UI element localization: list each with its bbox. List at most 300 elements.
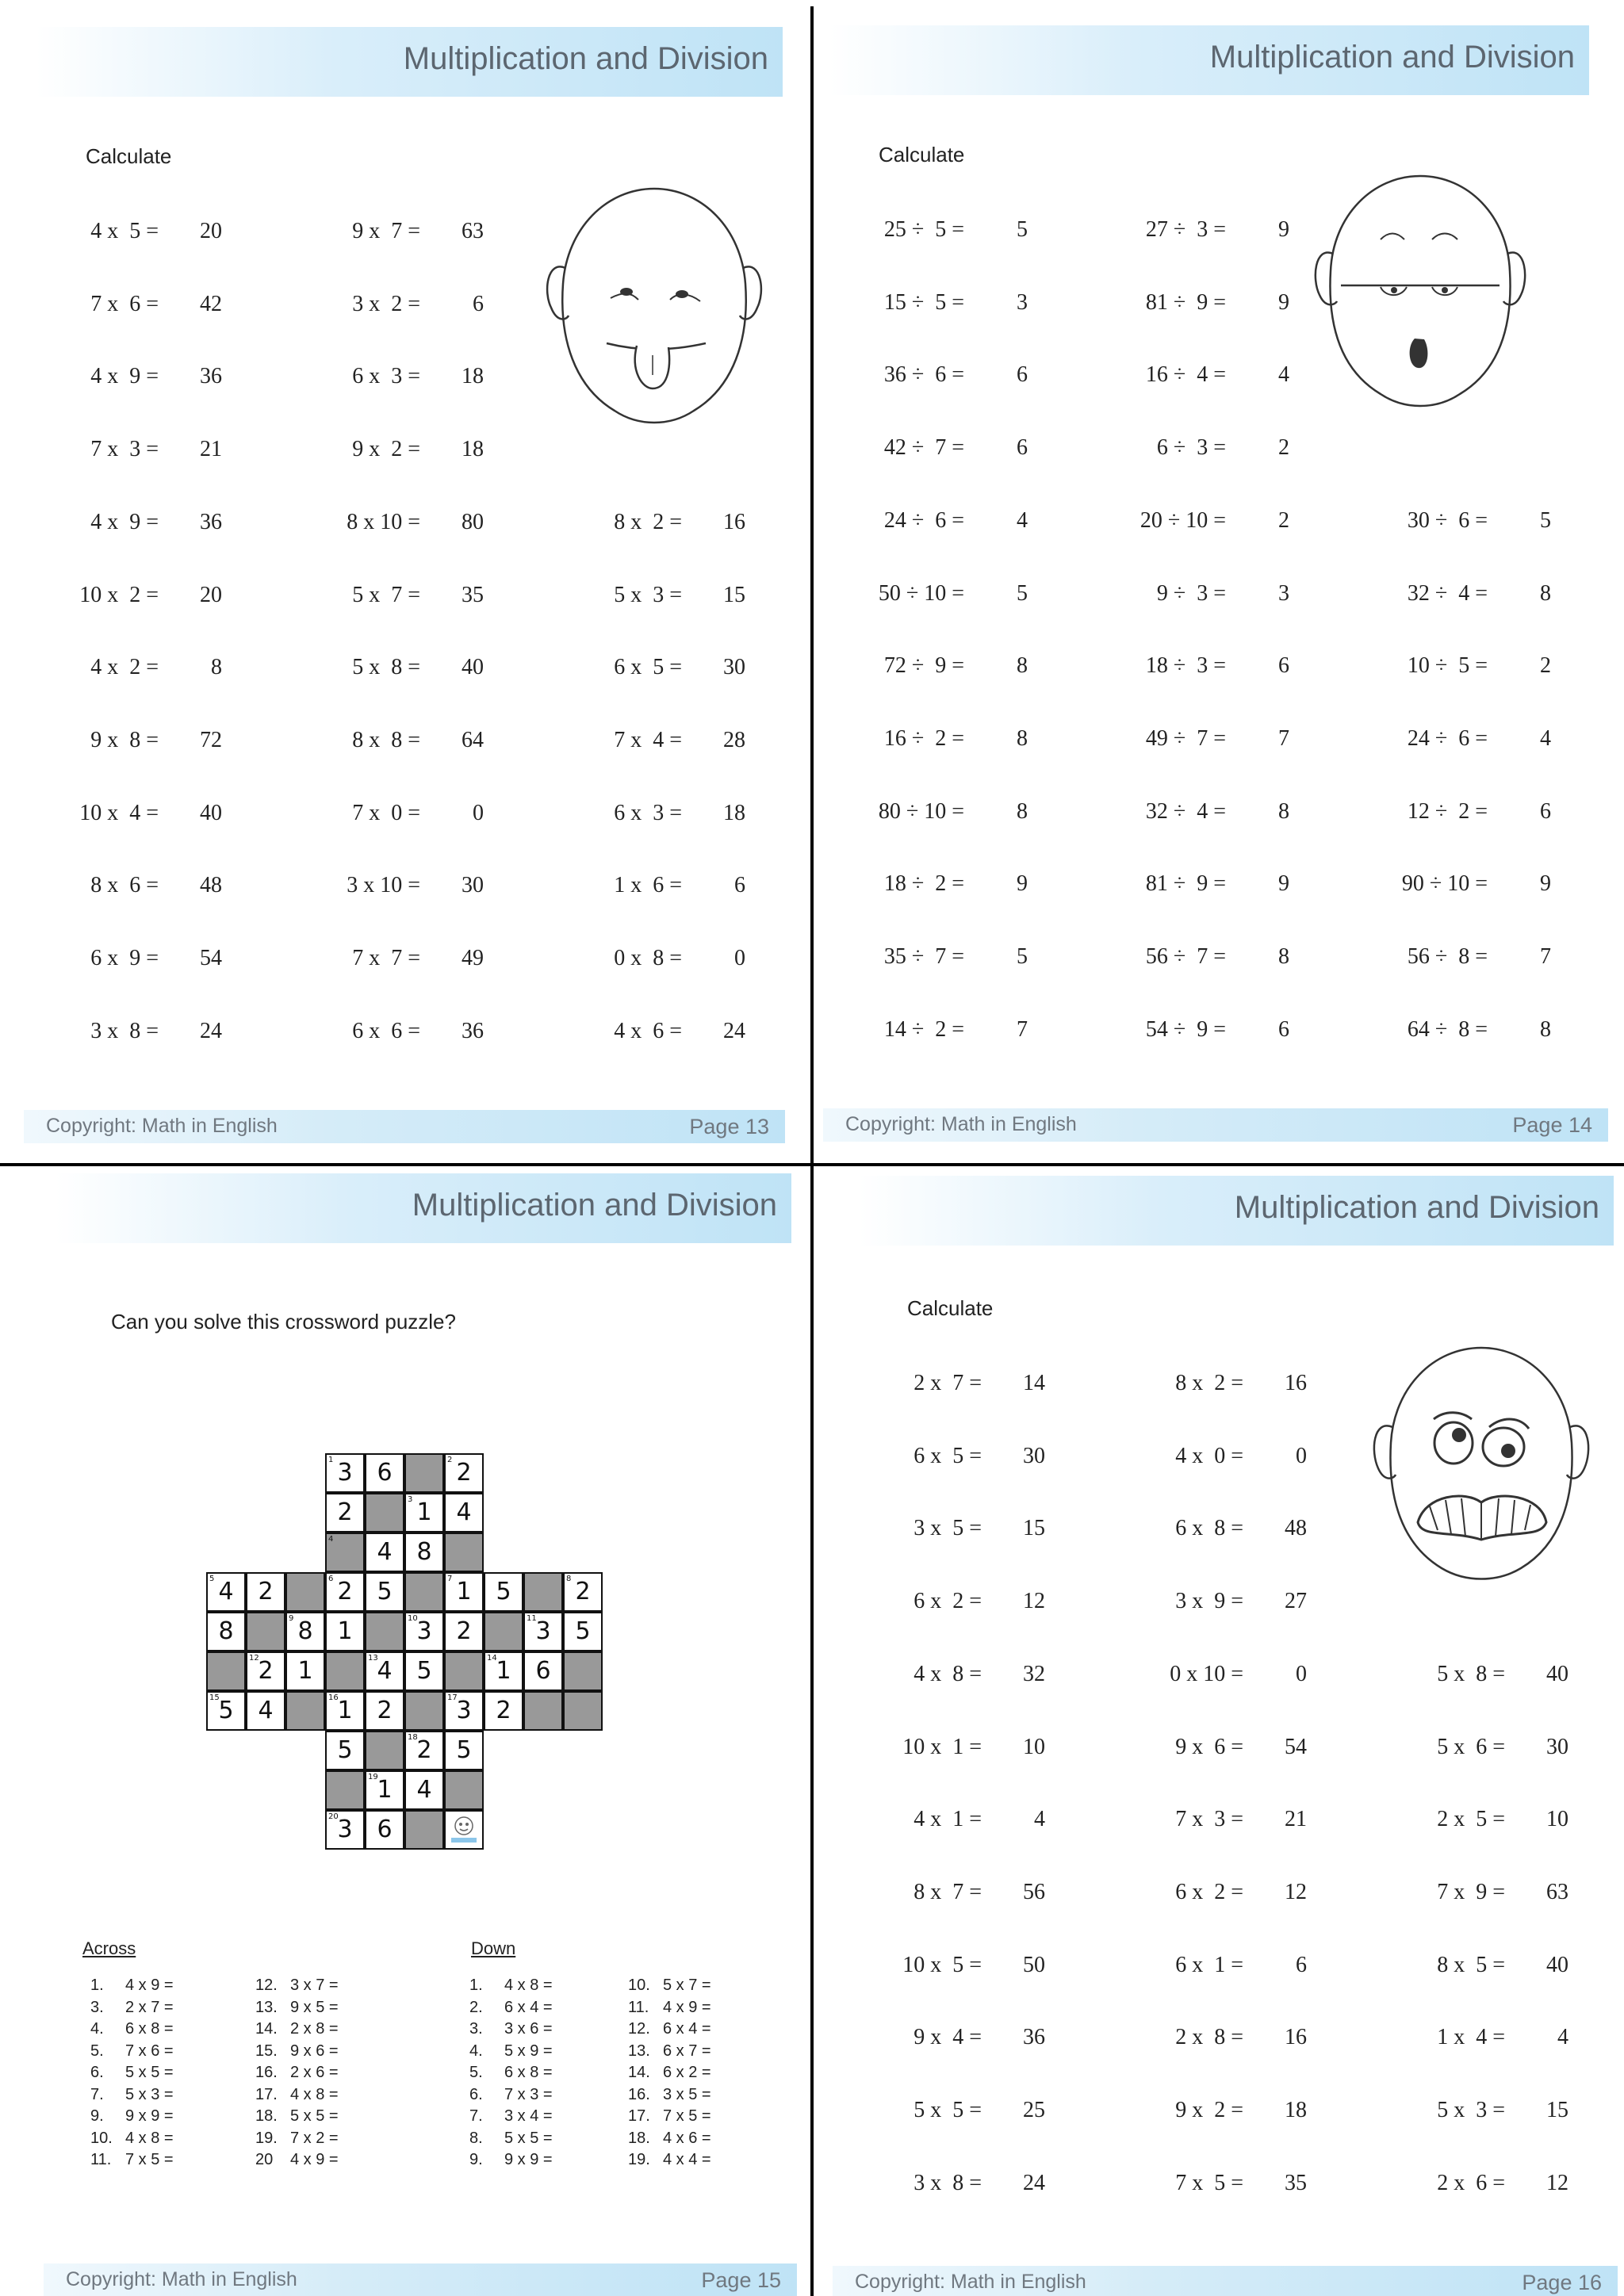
crossword-block xyxy=(285,1691,325,1731)
problem-item xyxy=(1426,1735,1568,1766)
crossword-cell xyxy=(246,1572,285,1612)
problem-expression: 6 x 3 = xyxy=(614,800,682,825)
clue-text: 3 x 5 = xyxy=(663,2085,711,2103)
problem-item xyxy=(341,801,484,832)
clue-number: 8 xyxy=(566,1575,572,1583)
clue-item xyxy=(255,1999,339,2017)
clue-text: 3 x 7 = xyxy=(290,1976,339,1994)
problem-expression: 5 x 8 = xyxy=(1437,1661,1505,1686)
cell-digit: 2 xyxy=(416,1736,432,1764)
problem-answer: 3 xyxy=(1017,289,1028,315)
crossword-cell xyxy=(325,1810,365,1850)
problem-item xyxy=(603,655,745,687)
problem-answer: 20 xyxy=(200,582,222,607)
clue-number: 16. xyxy=(255,2064,278,2081)
problem-item xyxy=(902,2098,1045,2130)
problem-answer: 28 xyxy=(723,727,745,752)
problem-answer: 2 xyxy=(1278,507,1289,533)
problem-item xyxy=(877,653,1028,685)
clue-number: 6 xyxy=(328,1575,334,1583)
problem-item xyxy=(79,437,222,469)
copyright-text: Copyright: Math in English xyxy=(845,1113,1077,1135)
clue-text: 5 x 9 = xyxy=(504,2042,553,2060)
clue-text: 4 x 9 = xyxy=(290,2151,339,2168)
problem-expression: 1 x 4 = xyxy=(1437,2025,1505,2050)
problem-item xyxy=(1164,1807,1307,1839)
cell-digit: 4 xyxy=(258,1697,274,1724)
crossword-cell xyxy=(246,1691,285,1731)
problem-expression: 10 x 1 = xyxy=(902,1734,982,1759)
clue-number: 18. xyxy=(628,2129,650,2147)
crossword-cell xyxy=(563,1572,603,1612)
problem-expression: 6 x 5 = xyxy=(614,655,682,680)
clue-number: 13. xyxy=(628,2042,650,2060)
clue-text: 2 x 8 = xyxy=(290,2020,339,2038)
problem-expression: 3 x 8 = xyxy=(90,1018,159,1043)
problem-expression: 81 ÷ 9 = xyxy=(1145,289,1226,315)
clue-number: 6. xyxy=(469,2085,483,2103)
crossword-cell xyxy=(325,1731,365,1770)
problem-item xyxy=(79,364,222,396)
problem-expression: 24 ÷ 6 = xyxy=(1407,725,1488,751)
cell-digit: 1 xyxy=(297,1657,313,1685)
problem-item xyxy=(1164,1735,1307,1766)
problem-answer: 8 xyxy=(1017,653,1028,679)
clue-text: 6 x 2 = xyxy=(663,2064,711,2081)
problem-item xyxy=(341,873,484,905)
crossword-cell xyxy=(563,1612,603,1651)
clue-item xyxy=(90,1999,174,2017)
problem-item xyxy=(1400,581,1551,613)
clue-item xyxy=(255,1976,339,1995)
problem-item xyxy=(902,1880,1045,1911)
problem-expression: 2 x 5 = xyxy=(1437,1807,1505,1832)
problem-expression: 27 ÷ 3 = xyxy=(1145,217,1226,242)
clue-item xyxy=(255,2151,339,2169)
problem-item xyxy=(341,1019,484,1050)
clue-text: 9 x 9 = xyxy=(504,2151,553,2168)
problem-answer: 8 xyxy=(1017,798,1028,824)
problem-item xyxy=(877,871,1028,903)
clue-number: 2 xyxy=(447,1456,453,1464)
cell-digit: 8 xyxy=(416,1538,432,1566)
clue-number: 5 xyxy=(209,1575,215,1583)
problem-answer: 5 xyxy=(1017,217,1028,242)
problem-item xyxy=(1400,871,1551,903)
cell-digit: 6 xyxy=(377,1816,393,1843)
problem-expression: 5 x 3 = xyxy=(1437,2098,1505,2122)
crossword-cell xyxy=(484,1691,523,1731)
cell-digit: 1 xyxy=(456,1578,472,1605)
surprised-face-illustration xyxy=(1305,168,1535,430)
clue-text: 5 x 7 = xyxy=(663,1976,711,1994)
problem-answer: 27 xyxy=(1285,1589,1307,1614)
problem-answer: 6 xyxy=(1278,653,1289,679)
problem-item xyxy=(1426,2098,1568,2130)
problem-answer: 16 xyxy=(723,509,745,534)
problem-answer: 12 xyxy=(1285,1879,1307,1904)
problem-answer: 5 xyxy=(1017,580,1028,606)
tongue-face-illustration xyxy=(535,181,773,442)
clue-text: 9 x 5 = xyxy=(290,1998,339,2016)
cell-digit: 5 xyxy=(337,1736,353,1764)
problem-expression: 32 ÷ 4 = xyxy=(1145,798,1226,824)
crossword-cell xyxy=(325,1691,365,1731)
problem-item xyxy=(877,1017,1028,1049)
problem-expression: 25 ÷ 5 = xyxy=(883,217,964,242)
problem-item xyxy=(902,1589,1045,1621)
horizontal-divider xyxy=(0,1163,1624,1166)
crossword-block xyxy=(404,1810,444,1850)
problem-answer: 3 xyxy=(1278,580,1289,606)
problem-expression: 8 x 5 = xyxy=(1437,1952,1505,1977)
crossword-block xyxy=(365,1493,404,1533)
problem-item xyxy=(902,1371,1045,1402)
problem-answer: 5 xyxy=(1017,944,1028,969)
problem-answer: 36 xyxy=(200,364,222,389)
problem-item xyxy=(1400,799,1551,831)
clue-item xyxy=(628,2020,711,2038)
problem-expression: 7 x 7 = xyxy=(352,946,420,970)
clue-number: 20 xyxy=(328,1812,339,1821)
problem-answer: 36 xyxy=(200,509,222,534)
clue-number: 11 xyxy=(527,1614,537,1623)
problem-answer: 63 xyxy=(1546,1879,1568,1904)
problem-answer: 30 xyxy=(1023,1443,1045,1468)
crossword-cell xyxy=(444,1493,484,1533)
clue-number: 7. xyxy=(469,2107,483,2125)
problem-item xyxy=(1164,1589,1307,1621)
problem-expression: 42 ÷ 7 = xyxy=(883,435,964,461)
clue-number: 13 xyxy=(368,1654,378,1663)
problem-expression: 16 ÷ 2 = xyxy=(883,725,964,751)
clue-item xyxy=(469,2020,553,2038)
problem-item xyxy=(79,292,222,323)
clue-number: 12. xyxy=(255,1976,278,1994)
clue-number: 3 xyxy=(408,1495,413,1504)
worksheet-page-14 xyxy=(815,0,1624,1161)
clue-item xyxy=(628,2042,711,2061)
worksheet-page-15 xyxy=(0,1169,809,2296)
clue-item xyxy=(469,1976,553,1995)
footer-bar xyxy=(823,1108,1608,1142)
problem-expression: 16 ÷ 4 = xyxy=(1145,362,1226,388)
problem-expression: 10 x 4 = xyxy=(79,800,159,825)
clue-number: 8. xyxy=(469,2129,483,2147)
problem-answer: 9 xyxy=(1540,871,1551,897)
problem-answer: 63 xyxy=(462,219,484,243)
problem-expression: 32 ÷ 4 = xyxy=(1407,580,1488,606)
crossword-cell xyxy=(325,1612,365,1651)
problem-expression: 6 x 2 = xyxy=(1175,1879,1243,1904)
clue-text: 4 x 8 = xyxy=(290,2085,339,2103)
problem-answer: 4 xyxy=(1557,2025,1568,2050)
problem-item xyxy=(1164,1516,1307,1548)
cell-digit: 5 xyxy=(575,1617,591,1645)
problem-answer: 24 xyxy=(200,1018,222,1043)
problem-answer: 7 xyxy=(1278,725,1289,751)
problem-answer: 15 xyxy=(1023,1516,1045,1541)
crossword-cell xyxy=(325,1453,365,1493)
down-heading: Down xyxy=(471,1938,516,1958)
clue-text: 9 x 6 = xyxy=(290,2042,339,2060)
clue-text: 3 x 6 = xyxy=(504,2020,553,2038)
problem-answer: 5 xyxy=(1540,507,1551,533)
problem-item xyxy=(1426,2025,1568,2057)
problem-item xyxy=(341,946,484,978)
clue-text: 4 x 8 = xyxy=(125,2129,174,2147)
problem-expression: 3 x 10 = xyxy=(347,873,420,898)
problem-item xyxy=(877,435,1028,467)
problem-answer: 15 xyxy=(723,582,745,607)
clue-number: 4 xyxy=(328,1535,334,1544)
problem-expression: 18 ÷ 3 = xyxy=(1145,653,1226,679)
problem-expression: 9 x 8 = xyxy=(90,727,159,752)
clue-item xyxy=(90,2042,174,2061)
clue-text: 9 x 9 = xyxy=(125,2107,174,2125)
problem-expression: 9 x 2 = xyxy=(1175,2098,1243,2122)
problem-expression: 3 x 5 = xyxy=(914,1516,982,1541)
problem-item xyxy=(1139,726,1289,758)
page-number: Page 16 xyxy=(1522,2271,1602,2294)
copyright-text: Copyright: Math in English xyxy=(46,1115,278,1137)
cell-digit: 1 xyxy=(496,1657,511,1685)
problem-item xyxy=(877,362,1028,394)
problem-answer: 30 xyxy=(462,873,484,898)
problem-item xyxy=(877,290,1028,322)
cell-digit: 5 xyxy=(496,1578,511,1605)
problem-expression: 4 x 5 = xyxy=(90,219,159,243)
problem-item xyxy=(1426,1662,1568,1693)
clue-text: 5 x 5 = xyxy=(290,2107,339,2125)
clue-item xyxy=(628,2151,711,2169)
problem-answer: 54 xyxy=(1285,1734,1307,1759)
problem-answer: 50 xyxy=(1023,1952,1045,1977)
clue-item xyxy=(628,1976,711,1995)
footer-bar xyxy=(24,1110,785,1143)
problem-answer: 8 xyxy=(1540,1016,1551,1042)
header-bar xyxy=(829,25,1589,95)
problem-answer: 9 xyxy=(1278,871,1289,897)
clue-text: 4 x 6 = xyxy=(663,2129,711,2147)
clue-number: 19. xyxy=(628,2151,650,2168)
problem-expression: 14 ÷ 2 = xyxy=(883,1016,964,1042)
problem-expression: 6 x 1 = xyxy=(1175,1952,1243,1977)
problem-item xyxy=(341,292,484,323)
problem-answer: 12 xyxy=(1546,2170,1568,2195)
problem-item xyxy=(1400,726,1551,758)
clue-text: 2 x 7 = xyxy=(125,1998,174,2016)
vertical-divider xyxy=(810,6,814,2296)
clue-number: 10 xyxy=(408,1614,418,1623)
problem-item xyxy=(79,1019,222,1050)
problem-item xyxy=(1139,799,1289,831)
footer-bar xyxy=(833,2266,1618,2296)
problem-item xyxy=(877,508,1028,540)
problem-answer: 18 xyxy=(1285,2098,1307,2122)
crossword-cell xyxy=(444,1572,484,1612)
problem-expression: 3 x 9 = xyxy=(1175,1589,1243,1614)
cell-digit: 5 xyxy=(416,1657,432,1685)
cell-digit: 2 xyxy=(456,1617,472,1645)
crossword-cell xyxy=(444,1612,484,1651)
problem-item xyxy=(902,2171,1045,2202)
clue-item xyxy=(469,2151,553,2169)
problem-item xyxy=(877,799,1028,831)
problem-expression: 72 ÷ 9 = xyxy=(883,653,964,679)
cell-digit: 3 xyxy=(456,1697,472,1724)
cell-digit: 5 xyxy=(218,1697,234,1724)
problem-item xyxy=(1400,944,1551,976)
crossword-cell xyxy=(404,1651,444,1691)
clue-item xyxy=(628,2086,711,2104)
problem-answer: 36 xyxy=(462,1018,484,1043)
problem-expression: 56 ÷ 8 = xyxy=(1407,944,1488,969)
problem-expression: 4 x 9 = xyxy=(90,364,159,389)
cell-digit: 2 xyxy=(337,1498,353,1526)
clue-number: 17 xyxy=(447,1693,458,1702)
problem-answer: 4 xyxy=(1278,362,1289,388)
clue-item xyxy=(628,2107,711,2126)
problem-answer: 6 xyxy=(1540,798,1551,824)
cell-digit: 1 xyxy=(337,1617,353,1645)
clue-number: 10. xyxy=(628,1976,650,1994)
problem-item xyxy=(79,728,222,760)
clue-number: 10. xyxy=(90,2129,113,2147)
problem-item xyxy=(1164,1953,1307,1984)
problem-item xyxy=(1139,435,1289,467)
cell-digit: 1 xyxy=(377,1776,393,1804)
problem-answer: 9 xyxy=(1278,289,1289,315)
problem-expression: 5 x 8 = xyxy=(352,655,420,680)
clue-number: 4. xyxy=(90,2020,104,2038)
problem-answer: 72 xyxy=(200,727,222,752)
instruction-label: Calculate xyxy=(907,1296,994,1320)
page-number: Page 14 xyxy=(1512,1113,1592,1137)
crossword-cell xyxy=(365,1651,404,1691)
problem-answer: 80 xyxy=(462,509,484,534)
problem-expression: 6 x 2 = xyxy=(914,1589,982,1614)
clue-number: 2. xyxy=(469,1998,483,2016)
problem-item xyxy=(341,219,484,251)
page-title: Multiplication and Division xyxy=(1209,40,1575,75)
problem-expression: 90 ÷ 10 = xyxy=(1401,871,1488,897)
problem-item xyxy=(1139,944,1289,976)
problem-answer: 4 xyxy=(1540,725,1551,751)
problem-expression: 4 x 8 = xyxy=(914,1661,982,1686)
clue-item xyxy=(255,2020,339,2038)
problem-item xyxy=(603,583,745,614)
cell-digit: 2 xyxy=(258,1578,274,1605)
page-title: Multiplication and Division xyxy=(412,1188,777,1223)
problem-answer: 48 xyxy=(1285,1516,1307,1541)
clue-text: 4 x 4 = xyxy=(663,2151,711,2168)
problem-expression: 6 x 6 = xyxy=(352,1018,420,1043)
problem-expression: 8 x 10 = xyxy=(347,509,420,534)
problem-expression: 80 ÷ 10 = xyxy=(878,798,964,824)
instruction-label: Can you solve this crossword puzzle? xyxy=(111,1310,456,1334)
problem-answer: 56 xyxy=(1023,1879,1045,1904)
clue-item xyxy=(90,2107,174,2126)
problem-item xyxy=(1139,653,1289,685)
problem-item xyxy=(1139,581,1289,613)
problem-answer: 6 xyxy=(1278,1016,1289,1042)
cell-digit: 2 xyxy=(456,1459,472,1487)
problem-answer: 8 xyxy=(1540,580,1551,606)
clue-number: 6. xyxy=(90,2064,104,2081)
clue-number: 11. xyxy=(628,1998,649,2016)
problem-item xyxy=(902,2025,1045,2057)
crossword-block xyxy=(563,1691,603,1731)
page-title: Multiplication and Division xyxy=(403,41,768,76)
problem-expression: 7 x 0 = xyxy=(352,800,420,825)
crossword-cell xyxy=(285,1612,325,1651)
crossword-cell xyxy=(365,1572,404,1612)
problem-expression: 8 x 8 = xyxy=(352,727,420,752)
problem-expression: 56 ÷ 7 = xyxy=(1145,944,1226,969)
clue-item xyxy=(469,2130,553,2148)
problem-expression: 4 x 9 = xyxy=(90,509,159,534)
problem-answer: 8 xyxy=(211,655,222,680)
problem-item xyxy=(1139,508,1289,540)
problem-expression: 24 ÷ 6 = xyxy=(883,507,964,533)
problem-item xyxy=(603,873,745,905)
problem-item xyxy=(877,726,1028,758)
problem-expression: 7 x 3 = xyxy=(90,437,159,462)
problem-answer: 6 xyxy=(1017,435,1028,461)
clue-item xyxy=(255,2086,339,2104)
cell-digit: 2 xyxy=(258,1657,274,1685)
cell-digit: 5 xyxy=(456,1736,472,1764)
clue-item xyxy=(628,2130,711,2148)
problem-item xyxy=(341,510,484,541)
problem-expression: 81 ÷ 9 = xyxy=(1145,871,1226,897)
problem-answer: 64 xyxy=(462,727,484,752)
problem-item xyxy=(1426,1807,1568,1839)
problem-answer: 15 xyxy=(1546,2098,1568,2122)
problem-expression: 10 x 2 = xyxy=(79,582,159,607)
problem-expression: 2 x 6 = xyxy=(1437,2170,1505,2195)
problem-expression: 6 x 8 = xyxy=(1175,1516,1243,1541)
problem-answer: 40 xyxy=(1546,1661,1568,1686)
problem-answer: 6 xyxy=(1017,362,1028,388)
problem-expression: 5 x 6 = xyxy=(1437,1734,1505,1759)
problem-item xyxy=(603,728,745,760)
cell-digit: 1 xyxy=(337,1697,353,1724)
problem-answer: 54 xyxy=(200,946,222,970)
problem-expression: 5 x 3 = xyxy=(614,582,682,607)
clue-number: 14. xyxy=(255,2020,278,2038)
clue-item xyxy=(469,1999,553,2017)
clue-item xyxy=(90,2064,174,2082)
problem-answer: 0 xyxy=(1296,1661,1307,1686)
crossword-cell xyxy=(206,1691,246,1731)
crossword-cell xyxy=(404,1770,444,1810)
clues-section xyxy=(0,1938,809,2176)
problem-expression: 9 x 7 = xyxy=(352,219,420,243)
problem-item xyxy=(603,510,745,541)
problem-answer: 12 xyxy=(1023,1589,1045,1614)
instruction-label: Calculate xyxy=(86,144,172,168)
problem-item xyxy=(1164,2171,1307,2202)
clue-number: 12 xyxy=(249,1654,259,1663)
problem-answer: 40 xyxy=(462,655,484,680)
problem-item xyxy=(1164,2098,1307,2130)
cell-digit: 2 xyxy=(575,1578,591,1605)
problem-expression: 7 x 5 = xyxy=(1175,2170,1243,2195)
clue-text: 6 x 7 = xyxy=(663,2042,711,2060)
problem-expression: 5 x 5 = xyxy=(914,2098,982,2122)
